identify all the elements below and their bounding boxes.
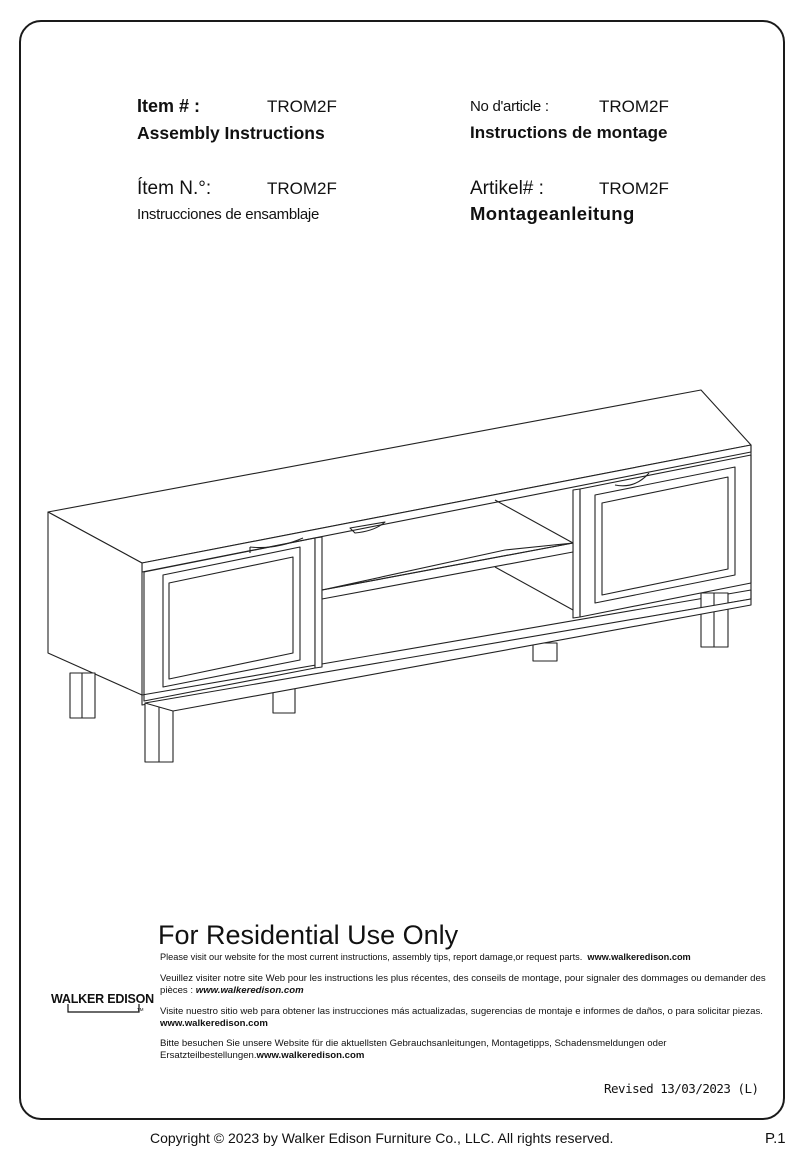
notice-de-text: Bitte besuchen Sie unsere Website für die aktuellsten Gebrauchsanleitungen, Montagetipps, Schadensmeldungen oder Ersatzteilbestellungen. (160, 1038, 667, 1061)
notice-de (160, 1038, 766, 1062)
notice-es-text: Visite nuestro sitio web para obtener las instrucciones más actualizadas, sugerencias de montaje e informes de daños, o para solicitar piezas. (160, 1006, 763, 1017)
notice-fr-url[interactable]: www.walkeredison.com (195, 985, 304, 996)
item-code-en: TROM2F (267, 97, 337, 116)
notice-en (160, 951, 766, 963)
notice-es (160, 1006, 766, 1030)
residential-use-title: For Residential Use Only (158, 920, 459, 950)
title-de: Montageanleitung (470, 203, 635, 224)
notice-fr (160, 973, 766, 997)
revision-date: Revised 13/03/2023 (L) (604, 1081, 759, 1096)
notice-en-url[interactable]: www.walkeredison.com (587, 952, 691, 962)
walker-edison-logo (51, 990, 153, 1018)
notice-de-url[interactable]: www.walkeredison.com (256, 1050, 365, 1061)
title-fr: Instructions de montage (470, 123, 668, 142)
item-code-de: TROM2F (599, 179, 669, 198)
item-code-fr: TROM2F (599, 97, 669, 116)
tv-stand-illustration (45, 385, 765, 770)
title-en: Assembly Instructions (137, 123, 325, 143)
item-label-en: Item # : (137, 96, 201, 116)
item-label-es: Ítem N.°: (137, 178, 212, 199)
notice-fr-text: Veuillez visiter notre site Web pour les instructions les plus récentes, des conseils de montage, pour signaler des dommages ou demander des pièces : (160, 973, 766, 996)
copyright-notice: Copyright © 2023 by Walker Edison Furniture Co., LLC. All rights reserved. (150, 1130, 614, 1146)
notice-es-url[interactable]: www.walkeredison.com (160, 1018, 268, 1029)
item-label-de: Artikel# : (470, 178, 544, 199)
item-code-es: TROM2F (267, 179, 337, 198)
logo-text: WALKER EDISON (51, 992, 154, 1006)
notice-en-text: Please visit our website for the most current instructions, assembly tips, report damage,or request parts. (160, 952, 583, 962)
item-label-fr: No d'article : (470, 98, 549, 115)
logo-tm: TM (137, 1007, 144, 1012)
page-number: P.1 (765, 1130, 786, 1147)
logo-underline-mark (67, 1004, 147, 1014)
title-es: Instrucciones de ensamblaje (137, 206, 320, 223)
